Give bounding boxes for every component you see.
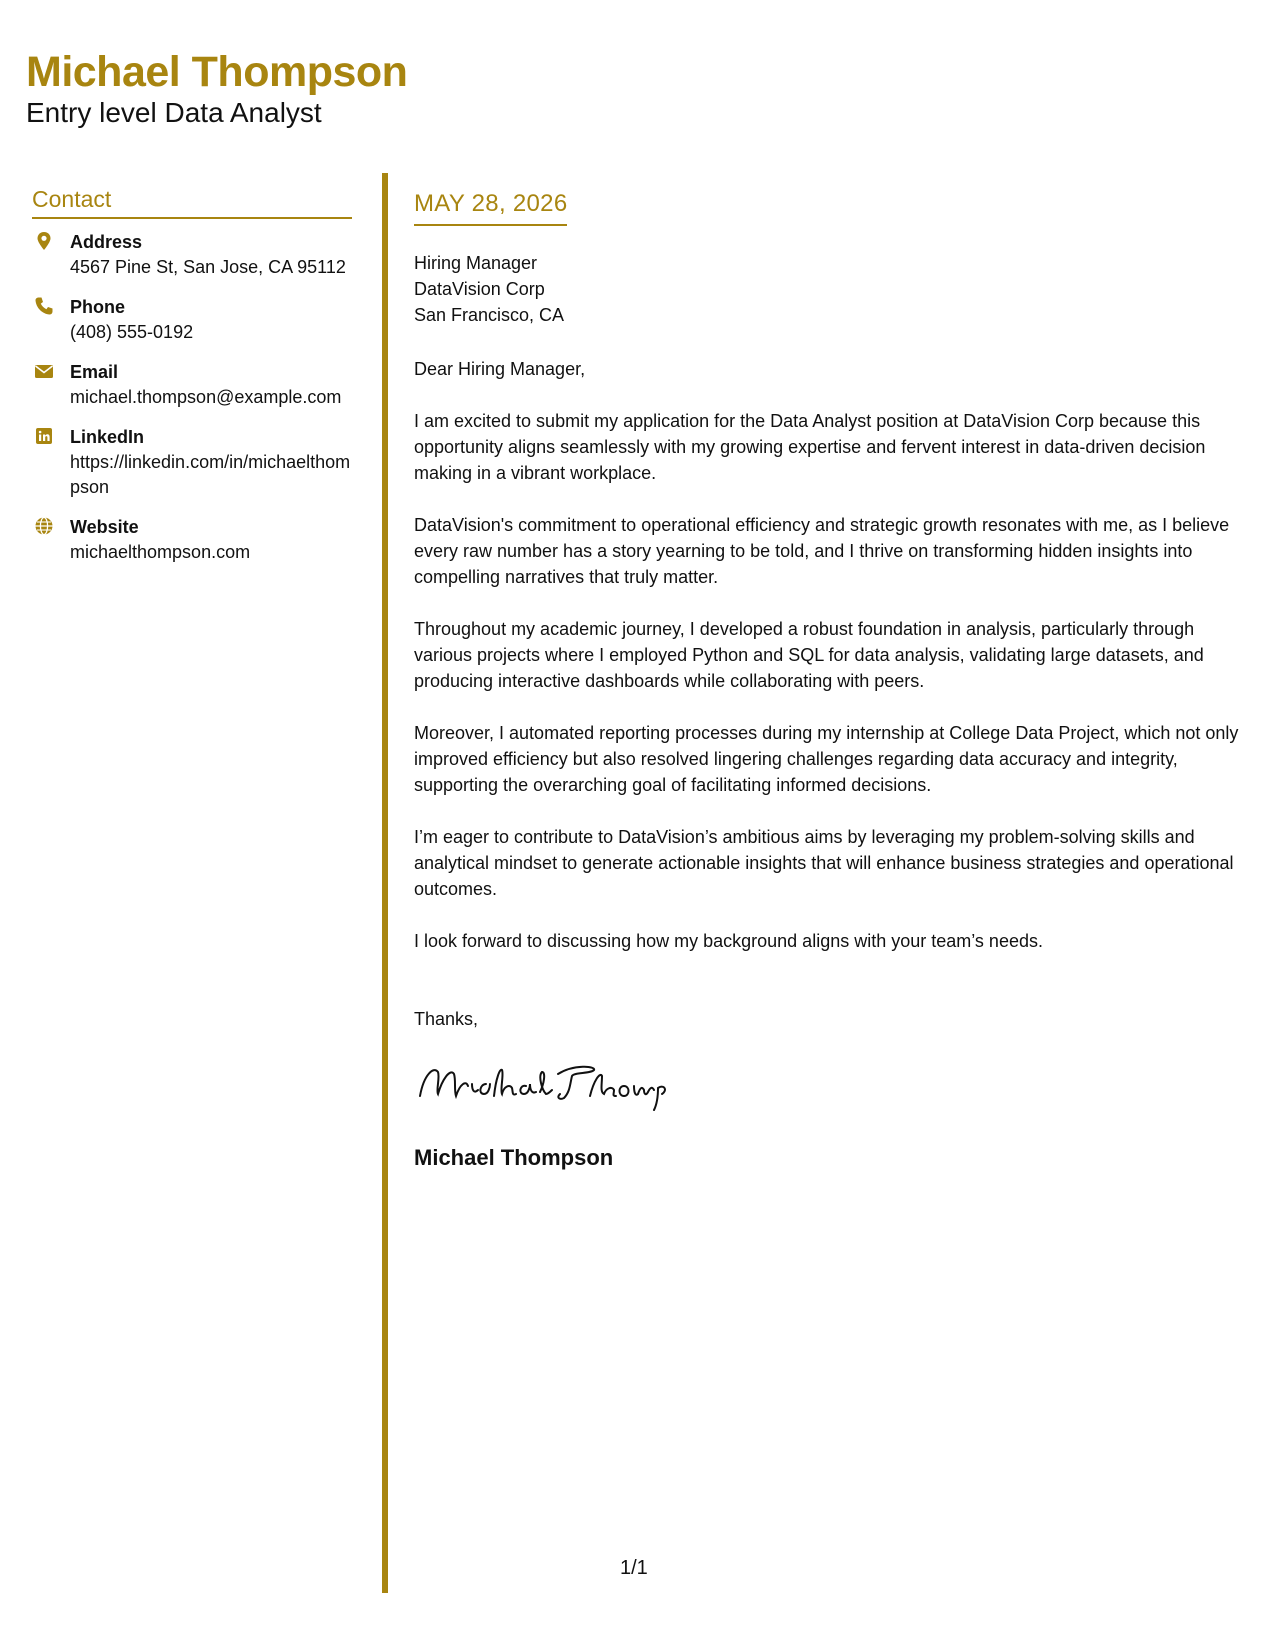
letter-paragraph: I look forward to discussing how my background aligns with your team’s needs.: [414, 931, 1043, 951]
contact-heading: Contact: [32, 186, 352, 219]
contact-value: michael.thompson@example.com: [70, 387, 342, 407]
recipient-block: [414, 250, 1254, 328]
phone-icon: [34, 296, 54, 316]
closing: Thanks,: [414, 1009, 479, 1029]
envelope-icon: [34, 361, 54, 381]
contact-label: Website: [70, 517, 139, 537]
contact-list: [32, 229, 352, 565]
signed-name: Michael Thompson: [414, 1145, 614, 1170]
applicant-name: Michael Thompson: [26, 48, 408, 96]
letter-paragraph: DataVision's commitment to operational efficiency and strategic growth resonates with me, as I believe every raw number has a story yearning to be told, and I thrive on transforming hidden insights into compelling narratives that truly matter.: [414, 515, 1230, 587]
globe-icon: [34, 516, 54, 536]
contact-value: 4567 Pine St, San Jose, CA 95112: [70, 257, 346, 277]
contact-linkedin: [32, 424, 352, 500]
letter-paragraph: I am excited to submit my application for the Data Analyst position at DataVision Corp because this opportunity aligns seamlessly with my growing expertise and fervent interest in data-driven decision making in a vibrant workplace.: [414, 411, 1206, 483]
letter-body: [414, 190, 1254, 1171]
letter-date: MAY 28, 2026: [414, 190, 567, 226]
contact-label: Email: [70, 362, 119, 382]
contact-value: (408) 555-0192: [70, 322, 194, 342]
contact-label: LinkedIn: [70, 427, 145, 447]
contact-sidebar: [32, 186, 352, 579]
page-number: 1/1: [620, 1557, 648, 1579]
letter-paragraph: Moreover, I automated reporting processes during my internship at College Data Project, which not only improved efficiency but also resolved lingering challenges regarding data accuracy and integrity, supporting the overarching goal of facilitating informed decisions.: [414, 723, 1239, 795]
column-divider: [382, 173, 388, 1593]
contact-phone: [32, 294, 352, 345]
contact-website: [32, 514, 352, 565]
resume-header: [26, 48, 407, 129]
recipient-company: DataVision Corp: [414, 279, 545, 299]
handwritten-signature: [414, 1054, 674, 1114]
contact-address: [32, 229, 352, 280]
linkedin-icon: [34, 426, 54, 446]
map-pin-icon: [34, 231, 54, 251]
contact-label: Address: [70, 232, 143, 252]
letter-paragraph: Throughout my academic journey, I developed a robust foundation in analysis, particularly through various projects where I employed Python and SQL for data analysis, validating large datasets, and producing interactive dashboards while collaborating with peers.: [414, 619, 1204, 691]
salutation: Dear Hiring Manager,: [414, 359, 586, 379]
letter-paragraph: I’m eager to contribute to DataVision’s ambitious aims by leveraging my problem-solving skills and analytical mindset to generate actionable insights that will enhance business strategies and operational outcomes.: [414, 827, 1234, 899]
contact-value: michaelthompson.com: [70, 542, 251, 562]
contact-value: https://linkedin.com/in/michaelthompson: [70, 452, 351, 497]
applicant-title: Entry level Data Analyst: [26, 97, 322, 129]
recipient-name: Hiring Manager: [414, 253, 538, 273]
contact-email: [32, 359, 352, 410]
contact-label: Phone: [70, 297, 126, 317]
recipient-location: San Francisco, CA: [414, 305, 565, 325]
